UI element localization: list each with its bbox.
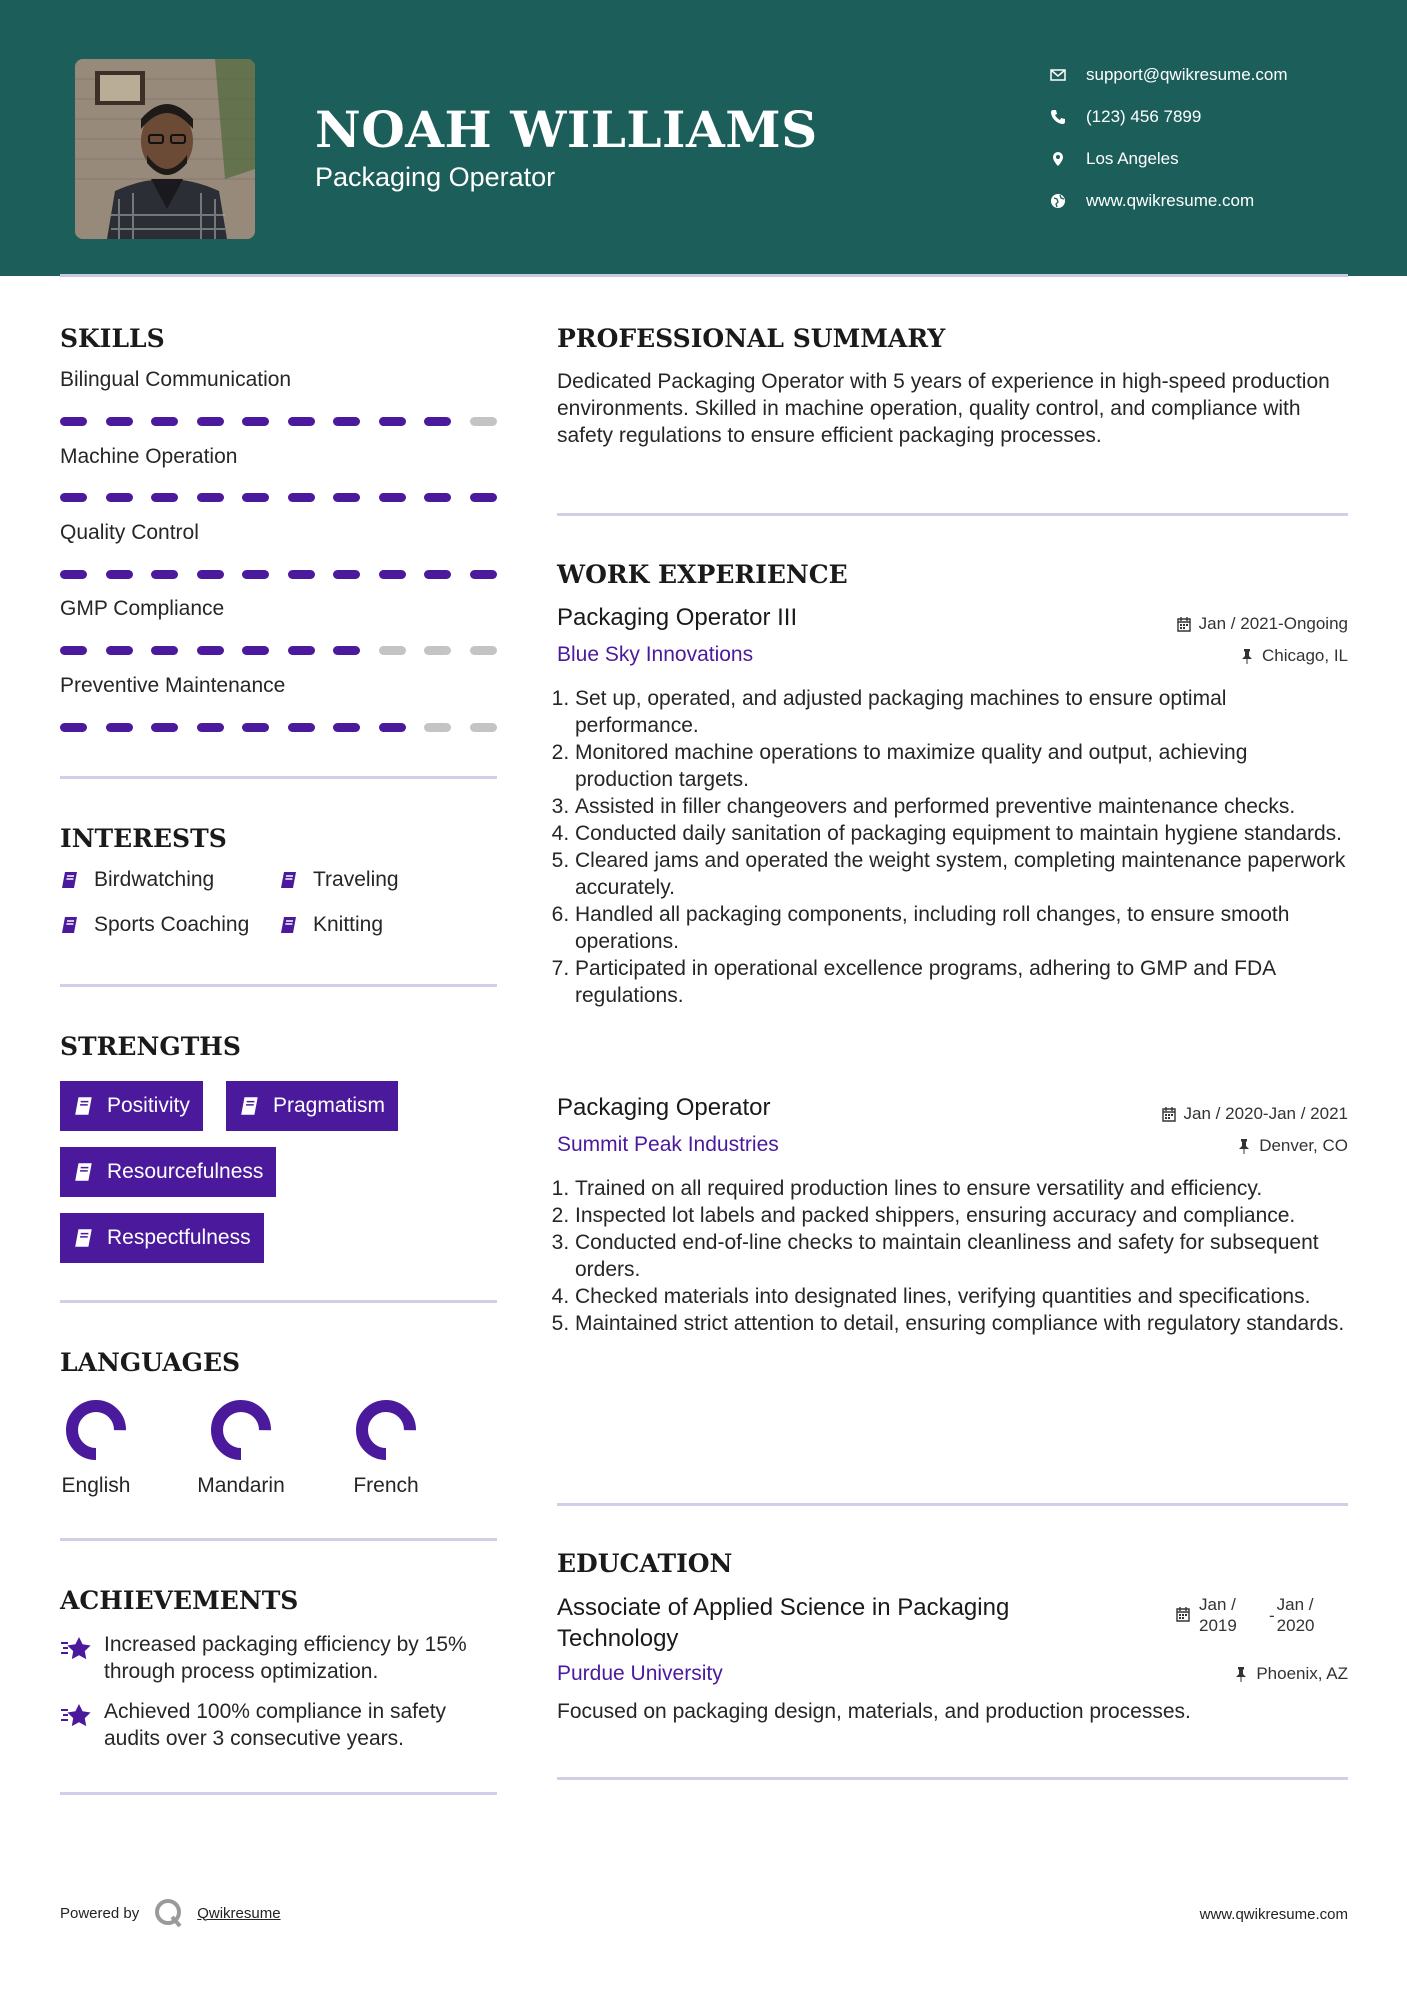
education-location-text: Phoenix, AZ bbox=[1256, 1664, 1348, 1683]
section-divider bbox=[60, 984, 497, 987]
skill-segment-filled bbox=[106, 646, 133, 655]
work-title: WORK EXPERIENCE bbox=[557, 560, 848, 589]
contact-email[interactable] bbox=[1050, 54, 1390, 96]
skill-segment-empty bbox=[470, 417, 497, 426]
calendar-icon bbox=[1176, 616, 1192, 632]
skill-segment-filled bbox=[379, 417, 406, 426]
skill-segment-filled bbox=[60, 723, 87, 732]
skill-label: Machine Operation bbox=[60, 445, 238, 468]
interest-item bbox=[60, 868, 214, 892]
interest-label: Sports Coaching bbox=[94, 913, 250, 936]
profile-photo bbox=[75, 59, 255, 239]
brand-link[interactable]: Qwikresume bbox=[197, 1904, 281, 1922]
interest-item bbox=[60, 913, 249, 937]
language-label: English bbox=[61, 1474, 131, 1497]
skill-segment-filled bbox=[60, 417, 87, 426]
skill-segment-filled bbox=[424, 417, 451, 426]
interest-item bbox=[279, 913, 383, 937]
skill-segment-filled bbox=[151, 723, 178, 732]
book-icon bbox=[73, 1161, 107, 1183]
language-level-ring bbox=[207, 1396, 275, 1464]
skill-segment-filled bbox=[242, 646, 269, 655]
skill-segment-filled bbox=[151, 493, 178, 502]
job-bullet: 2. Monitored machine operations to maximize quality and output, achieving production targets. bbox=[575, 739, 1347, 793]
skill-segment-filled bbox=[60, 570, 87, 579]
skill-segment-filled bbox=[106, 417, 133, 426]
education-end: Jan / 2020 bbox=[1276, 1595, 1315, 1635]
skill-segment-filled bbox=[60, 646, 87, 655]
skill-segment-filled bbox=[242, 723, 269, 732]
contact-email-text: support@qwikresume.com bbox=[1086, 65, 1288, 84]
interest-label: Birdwatching bbox=[94, 868, 215, 891]
envelope-icon bbox=[1050, 67, 1086, 83]
book-icon bbox=[73, 1095, 107, 1117]
language-level-ring bbox=[352, 1396, 420, 1464]
company-name: Blue Sky Innovations bbox=[557, 643, 754, 666]
job-title: Packaging Operator III bbox=[557, 604, 798, 631]
skill-segment-filled bbox=[470, 493, 497, 502]
job-bullet: 2. Inspected lot labels and packed shippers, ensuring accuracy and compliance. bbox=[575, 1202, 1347, 1229]
contact-list bbox=[1050, 54, 1390, 222]
skill-bar bbox=[60, 417, 496, 426]
section-divider bbox=[557, 1503, 1348, 1506]
skill-segment-filled bbox=[151, 417, 178, 426]
calendar-icon bbox=[1175, 1606, 1191, 1622]
achievement-item bbox=[60, 1631, 500, 1685]
interest-label: Traveling bbox=[313, 868, 399, 891]
skill-segment-empty bbox=[470, 646, 497, 655]
job-bullet: 1. Trained on all required production lines to ensure versatility and efficiency. bbox=[575, 1175, 1347, 1202]
skill-bar bbox=[60, 723, 496, 732]
job-location-text: Denver, CO bbox=[1259, 1136, 1348, 1155]
strength-label: Pragmatism bbox=[273, 1094, 386, 1117]
skill-segment-filled bbox=[197, 723, 224, 732]
strength-label: Resourcefulness bbox=[107, 1160, 264, 1183]
skill-segment-filled bbox=[106, 570, 133, 579]
education-start: Jan / 2019 bbox=[1199, 1595, 1237, 1635]
powered-by-text: Powered by bbox=[60, 1904, 140, 1922]
job-bullet: 5. Maintained strict attention to detail, ensuring compliance with regulatory standards. bbox=[575, 1310, 1347, 1337]
languages-title: LANGUAGES bbox=[60, 1348, 241, 1377]
strengths-title: STRENGTHS bbox=[60, 1032, 241, 1061]
skill-segment-filled bbox=[151, 570, 178, 579]
skill-bar bbox=[60, 646, 496, 655]
skill-segment-empty bbox=[470, 723, 497, 732]
book-icon bbox=[60, 915, 94, 935]
phone-icon bbox=[1050, 109, 1086, 125]
job-bullet: 7. Participated in operational excellence programs, adhering to GMP and FDA regulations. bbox=[575, 955, 1347, 1009]
candidate-name: NOAH WILLIAMS bbox=[315, 100, 818, 159]
interest-item bbox=[279, 868, 399, 892]
skill-segment-filled bbox=[197, 646, 224, 655]
book-icon bbox=[279, 915, 313, 935]
skill-segment-filled bbox=[197, 493, 224, 502]
skill-segment-filled bbox=[379, 570, 406, 579]
strength-chip bbox=[60, 1147, 276, 1197]
book-icon bbox=[279, 870, 313, 890]
skill-segment-filled bbox=[242, 417, 269, 426]
skill-segment-empty bbox=[424, 646, 451, 655]
candidate-role: Packaging Operator bbox=[315, 162, 556, 192]
resume-header bbox=[0, 0, 1407, 276]
qwikresume-logo-icon bbox=[153, 1897, 185, 1929]
contact-phone[interactable] bbox=[1050, 96, 1390, 138]
skill-segment-filled bbox=[470, 570, 497, 579]
job-bullet: 4. Conducted daily sanitation of packaging equipment to maintain hygiene standards. bbox=[575, 820, 1347, 847]
job-bullet: 3. Assisted in filler changeovers and performed preventive maintenance checks. bbox=[575, 793, 1347, 820]
section-divider bbox=[60, 1538, 497, 1541]
job-location bbox=[1239, 646, 1348, 666]
skill-segment-filled bbox=[379, 723, 406, 732]
school-name: Purdue University bbox=[557, 1662, 723, 1685]
language-item bbox=[36, 1396, 156, 1498]
footer-url[interactable]: www.qwikresume.com bbox=[1199, 1906, 1348, 1923]
interests-title: INTERESTS bbox=[60, 824, 227, 853]
contact-website-text: www.qwikresume.com bbox=[1086, 191, 1255, 210]
summary-title: PROFESSIONAL SUMMARY bbox=[557, 324, 946, 353]
language-item bbox=[181, 1396, 301, 1498]
section-divider bbox=[557, 513, 1348, 516]
skill-segment-filled bbox=[60, 493, 87, 502]
job-date-text: Jan / 2020-Jan / 2021 bbox=[1183, 1104, 1348, 1123]
skill-segment-filled bbox=[106, 723, 133, 732]
book-icon bbox=[73, 1227, 107, 1249]
achievement-text: Increased packaging efficiency by 15% through process optimization. bbox=[104, 1633, 467, 1683]
star-icon bbox=[60, 1631, 104, 1685]
language-label: French bbox=[353, 1474, 419, 1497]
skill-label: Preventive Maintenance bbox=[60, 674, 286, 697]
header-divider bbox=[60, 274, 1348, 277]
job-bullets bbox=[557, 685, 1347, 1009]
job-bullet: 6. Handled all packaging components, including roll changes, to ensure smooth operations. bbox=[575, 901, 1347, 955]
star-icon bbox=[60, 1698, 104, 1752]
job-bullets bbox=[557, 1175, 1347, 1337]
skill-segment-filled bbox=[379, 493, 406, 502]
job-title: Packaging Operator bbox=[557, 1094, 771, 1121]
skill-segment-filled bbox=[197, 570, 224, 579]
skill-segment-filled bbox=[424, 570, 451, 579]
education-description: Focused on packaging design, materials, and production processes. bbox=[557, 1700, 1191, 1723]
strength-chip bbox=[226, 1081, 398, 1131]
skill-bar bbox=[60, 570, 496, 579]
job-bullet: 4. Checked materials into designated lines, verifying quantities and specifications. bbox=[575, 1283, 1347, 1310]
contact-website[interactable] bbox=[1050, 180, 1390, 222]
skill-segment-filled bbox=[333, 493, 360, 502]
degree-title: Associate of Applied Science in Packaging Technology bbox=[557, 1594, 1010, 1652]
job-bullet: 3. Conducted end-of-line checks to maintain cleanliness and safety for subsequent orders. bbox=[575, 1229, 1347, 1283]
section-divider bbox=[60, 776, 497, 779]
skill-segment-filled bbox=[288, 493, 315, 502]
language-label: Mandarin bbox=[197, 1474, 285, 1497]
skill-segment-filled bbox=[151, 646, 178, 655]
job-location-text: Chicago, IL bbox=[1262, 646, 1348, 665]
job-bullet: 5. Cleared jams and operated the weight system, completing maintenance paperwork accurately. bbox=[575, 847, 1347, 901]
company-name: Summit Peak Industries bbox=[557, 1133, 779, 1156]
job-date bbox=[1161, 1104, 1348, 1124]
language-level-ring bbox=[62, 1396, 130, 1464]
skill-segment-filled bbox=[242, 570, 269, 579]
strength-chip bbox=[60, 1081, 203, 1131]
interest-label: Knitting bbox=[313, 913, 384, 936]
section-divider bbox=[60, 1792, 497, 1795]
skill-segment-filled bbox=[242, 493, 269, 502]
education-title: EDUCATION bbox=[557, 1549, 733, 1578]
summary-text: Dedicated Packaging Operator with 5 years of experience in high-speed production environments. Skilled in machine operation, quality control, and compliance with safety regulations to ensure efficient packaging processes. bbox=[557, 370, 1330, 447]
education-location bbox=[1233, 1664, 1348, 1684]
skill-segment-filled bbox=[288, 417, 315, 426]
skill-segment-filled bbox=[197, 417, 224, 426]
skills-title: SKILLS bbox=[60, 324, 165, 353]
strength-chip bbox=[60, 1213, 264, 1263]
achievement-item bbox=[60, 1698, 500, 1752]
language-item bbox=[326, 1396, 446, 1498]
skill-segment-filled bbox=[333, 723, 360, 732]
footer-powered-by bbox=[60, 1897, 281, 1929]
job-date-text: Jan / 2021-Ongoing bbox=[1198, 614, 1348, 633]
education-date bbox=[1175, 1594, 1351, 1636]
achievements-title: ACHIEVEMENTS bbox=[60, 1586, 299, 1615]
skill-segment-empty bbox=[424, 723, 451, 732]
skill-segment-filled bbox=[333, 570, 360, 579]
pushpin-icon bbox=[1233, 1666, 1249, 1682]
book-icon bbox=[239, 1095, 273, 1117]
pushpin-icon bbox=[1236, 1138, 1252, 1154]
skill-label: Quality Control bbox=[60, 521, 199, 544]
section-divider bbox=[60, 1300, 497, 1303]
job-location bbox=[1236, 1136, 1348, 1156]
skill-segment-empty bbox=[379, 646, 406, 655]
skill-label: GMP Compliance bbox=[60, 597, 225, 620]
skill-segment-filled bbox=[333, 646, 360, 655]
contact-phone-text: (123) 456 7899 bbox=[1086, 107, 1202, 126]
strength-label: Respectfulness bbox=[107, 1226, 251, 1249]
skill-segment-filled bbox=[288, 570, 315, 579]
skill-segment-filled bbox=[106, 493, 133, 502]
job-bullet: 1. Set up, operated, and adjusted packaging machines to ensure optimal performance. bbox=[575, 685, 1347, 739]
skill-segment-filled bbox=[288, 723, 315, 732]
skill-bar bbox=[60, 493, 496, 502]
skill-segment-filled bbox=[424, 493, 451, 502]
contact-location-text: Los Angeles bbox=[1086, 149, 1179, 168]
strength-label: Positivity bbox=[107, 1094, 190, 1117]
skill-segment-filled bbox=[288, 646, 315, 655]
pushpin-icon bbox=[1239, 648, 1255, 664]
skill-label: Bilingual Communication bbox=[60, 368, 292, 391]
achievement-text: Achieved 100% compliance in safety audits over 3 consecutive years. bbox=[104, 1700, 447, 1750]
education-date-dash: - bbox=[1269, 1606, 1275, 1625]
map-pin-icon bbox=[1050, 151, 1086, 167]
skill-segment-filled bbox=[333, 417, 360, 426]
calendar-icon bbox=[1161, 1106, 1177, 1122]
job-date bbox=[1176, 614, 1348, 634]
contact-location bbox=[1050, 138, 1390, 180]
globe-icon bbox=[1050, 193, 1086, 209]
book-icon bbox=[60, 870, 94, 890]
section-divider bbox=[557, 1777, 1348, 1780]
